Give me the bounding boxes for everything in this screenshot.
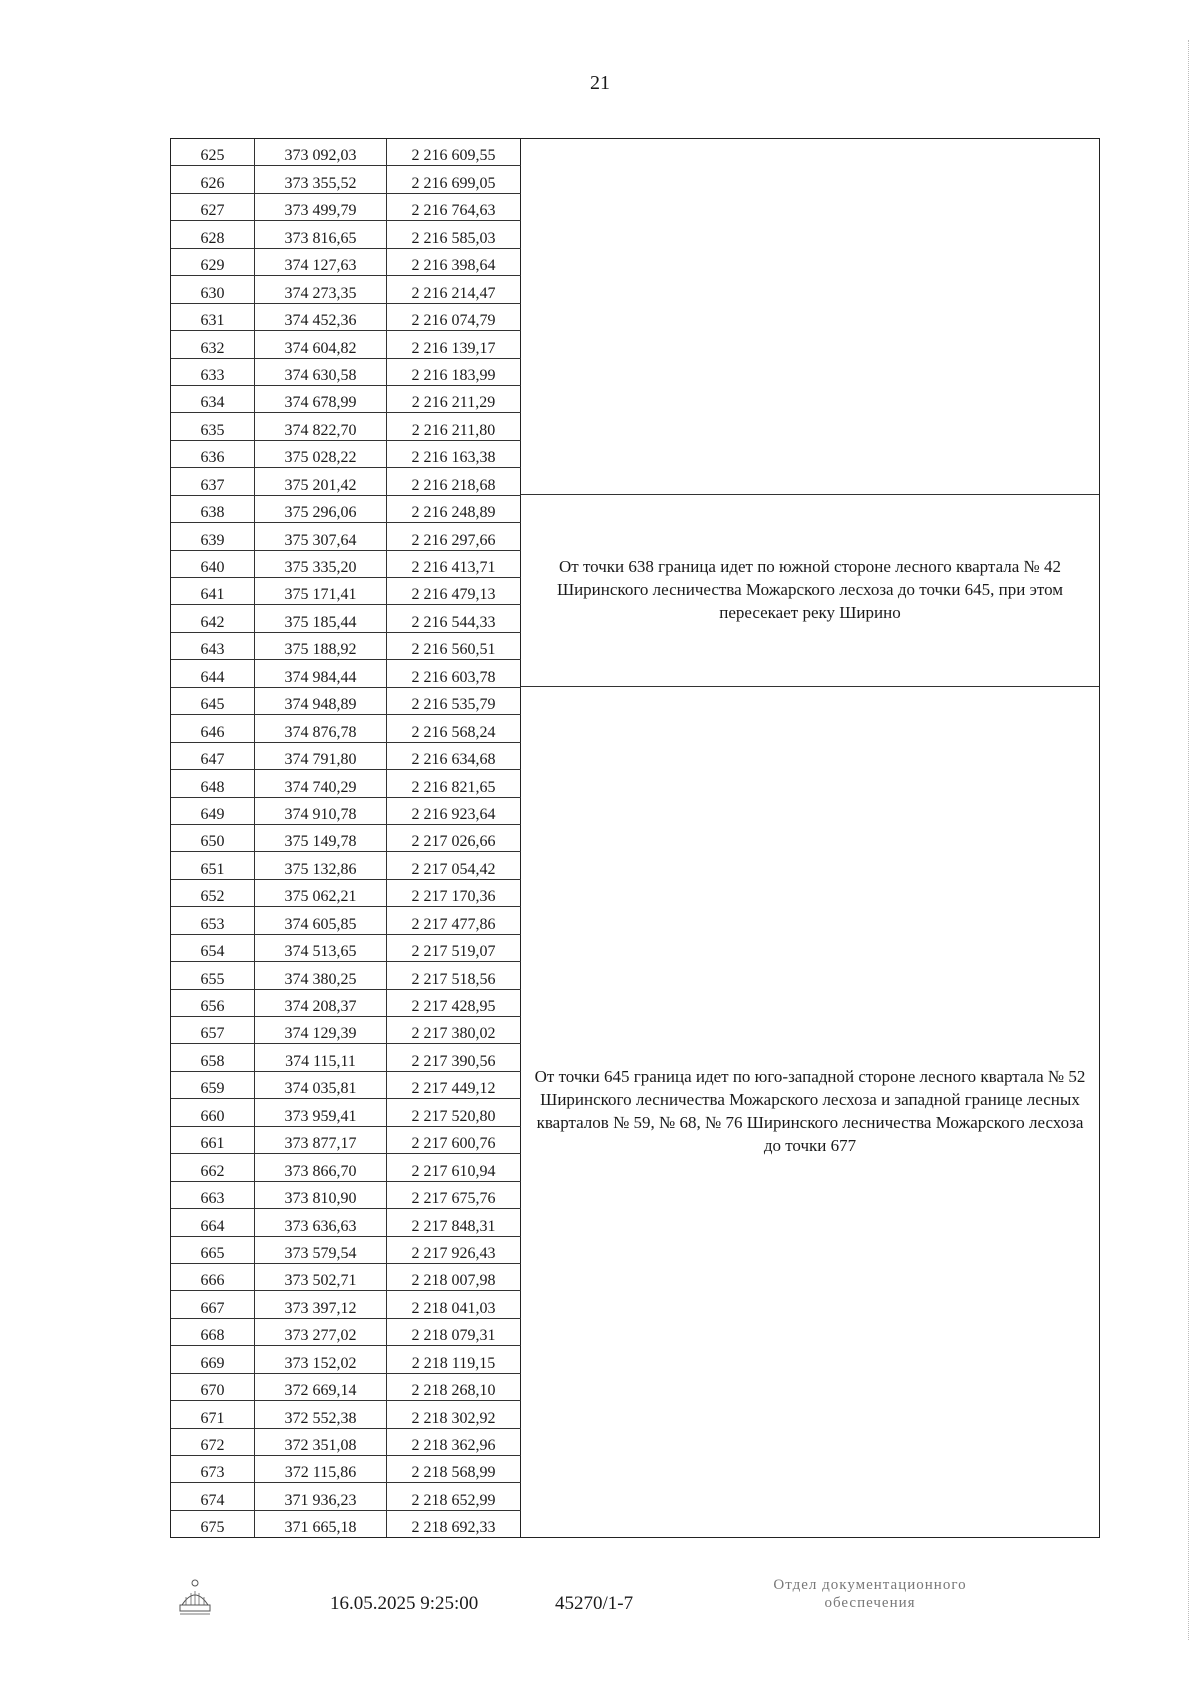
table-row (171, 1429, 521, 1456)
emblem-icon (174, 1575, 216, 1617)
x-coordinate-cell: 374 822,70 (255, 413, 387, 439)
boundary-description-text: От точки 638 граница идет по южной стороне лесного квартала № 42 Ширинского лесничества Можарского лесхоза до точки 645, при этом пересекает реку Ширино (556, 557, 1064, 623)
table-row (171, 1291, 521, 1318)
table-row (171, 770, 521, 797)
y-coordinate-cell: 2 216 923,64 (387, 798, 521, 824)
x-coordinate-cell: 375 185,44 (255, 605, 387, 631)
table-row (171, 633, 521, 660)
y-coordinate-cell: 2 216 211,29 (387, 386, 521, 412)
point-number-cell: 658 (171, 1044, 255, 1070)
y-coordinate-cell: 2 218 362,96 (387, 1429, 521, 1455)
y-coordinate-cell: 2 216 413,71 (387, 551, 521, 577)
point-number-cell: 646 (171, 715, 255, 741)
point-number-cell: 639 (171, 523, 255, 549)
boundary-description-text: От точки 645 граница идет по юго-западной стороне лесного квартала № 52 Ширинского лесничества Можарского лесхоза и западной границе лесных кварталов № 59, № 68, № 76 Ширинского лесничества Можарского лесхоза до точки 677 (534, 1067, 1086, 1156)
table-row (171, 221, 521, 248)
y-coordinate-cell: 2 217 520,80 (387, 1099, 521, 1125)
x-coordinate-cell: 371 936,23 (255, 1483, 387, 1509)
x-coordinate-cell: 373 810,90 (255, 1182, 387, 1208)
point-number-cell: 652 (171, 880, 255, 906)
point-number-cell: 634 (171, 386, 255, 412)
margin-rule (1188, 40, 1189, 1640)
table-row (171, 276, 521, 303)
point-number-cell: 655 (171, 962, 255, 988)
table-row (171, 166, 521, 193)
table-row (171, 386, 521, 413)
x-coordinate-cell: 375 188,92 (255, 633, 387, 659)
x-coordinate-cell: 374 115,11 (255, 1044, 387, 1070)
coordinates-rows (171, 139, 521, 1537)
table-row (171, 1237, 521, 1264)
table-row (171, 1264, 521, 1291)
y-coordinate-cell: 2 216 544,33 (387, 605, 521, 631)
x-coordinate-cell: 372 552,38 (255, 1401, 387, 1427)
x-coordinate-cell: 374 948,89 (255, 688, 387, 714)
point-number-cell: 667 (171, 1291, 255, 1317)
point-number-cell: 631 (171, 304, 255, 330)
x-coordinate-cell: 371 665,18 (255, 1511, 387, 1537)
x-coordinate-cell: 374 129,39 (255, 1017, 387, 1043)
point-number-cell: 666 (171, 1264, 255, 1290)
y-coordinate-cell: 2 217 610,94 (387, 1154, 521, 1180)
x-coordinate-cell: 374 127,63 (255, 249, 387, 275)
table-row (171, 605, 521, 632)
y-coordinate-cell: 2 216 074,79 (387, 304, 521, 330)
table-row (171, 1401, 521, 1428)
x-coordinate-cell: 375 062,21 (255, 880, 387, 906)
table-row (171, 1127, 521, 1154)
point-number-cell: 626 (171, 166, 255, 192)
table-row (171, 660, 521, 687)
point-number-cell: 643 (171, 633, 255, 659)
table-row (171, 1319, 521, 1346)
department-stamp: Отдел документационного обеспечения (773, 1577, 967, 1611)
table-row (171, 1483, 521, 1510)
point-number-cell: 628 (171, 221, 255, 247)
y-coordinate-cell: 2 216 479,13 (387, 578, 521, 604)
x-coordinate-cell: 374 452,36 (255, 304, 387, 330)
table-row (171, 962, 521, 989)
y-coordinate-cell: 2 218 568,99 (387, 1456, 521, 1482)
y-coordinate-cell: 2 216 535,79 (387, 688, 521, 714)
x-coordinate-cell: 372 115,86 (255, 1456, 387, 1482)
table-row (171, 1154, 521, 1181)
table-row (171, 1511, 521, 1537)
x-coordinate-cell: 372 351,08 (255, 1429, 387, 1455)
y-coordinate-cell: 2 217 054,42 (387, 852, 521, 878)
x-coordinate-cell: 374 740,29 (255, 770, 387, 796)
x-coordinate-cell: 375 296,06 (255, 496, 387, 522)
x-coordinate-cell: 373 499,79 (255, 194, 387, 220)
y-coordinate-cell: 2 216 560,51 (387, 633, 521, 659)
table-row (171, 880, 521, 907)
point-number-cell: 653 (171, 907, 255, 933)
coordinates-table (170, 138, 1100, 1538)
y-coordinate-cell: 2 216 139,17 (387, 331, 521, 357)
table-row (171, 743, 521, 770)
point-number-cell: 627 (171, 194, 255, 220)
point-number-cell: 670 (171, 1374, 255, 1400)
point-number-cell: 675 (171, 1511, 255, 1537)
x-coordinate-cell: 375 028,22 (255, 441, 387, 467)
point-number-cell: 674 (171, 1483, 255, 1509)
table-row (171, 496, 521, 523)
x-coordinate-cell: 374 791,80 (255, 743, 387, 769)
table-row (171, 441, 521, 468)
y-coordinate-cell: 2 217 477,86 (387, 907, 521, 933)
x-coordinate-cell: 373 397,12 (255, 1291, 387, 1317)
y-coordinate-cell: 2 216 398,64 (387, 249, 521, 275)
x-coordinate-cell: 374 604,82 (255, 331, 387, 357)
x-coordinate-cell: 372 669,14 (255, 1374, 387, 1400)
x-coordinate-cell: 373 277,02 (255, 1319, 387, 1345)
y-coordinate-cell: 2 216 214,47 (387, 276, 521, 302)
point-number-cell: 644 (171, 660, 255, 686)
point-number-cell: 659 (171, 1072, 255, 1098)
y-coordinate-cell: 2 216 764,63 (387, 194, 521, 220)
table-row (171, 1374, 521, 1401)
point-number-cell: 669 (171, 1346, 255, 1372)
point-number-cell: 664 (171, 1209, 255, 1235)
y-coordinate-cell: 2 216 821,65 (387, 770, 521, 796)
page-number: 21 (590, 72, 610, 94)
x-coordinate-cell: 374 035,81 (255, 1072, 387, 1098)
boundary-descriptions (521, 139, 1099, 1537)
table-row (171, 1017, 521, 1044)
footer-date: 16.05.2025 9:25:00 (330, 1593, 479, 1614)
x-coordinate-cell: 374 984,44 (255, 660, 387, 686)
point-number-cell: 641 (171, 578, 255, 604)
y-coordinate-cell: 2 216 183,99 (387, 359, 521, 385)
table-row (171, 825, 521, 852)
point-number-cell: 654 (171, 935, 255, 961)
table-row (171, 852, 521, 879)
table-row (171, 1209, 521, 1236)
y-coordinate-cell: 2 218 119,15 (387, 1346, 521, 1372)
table-row (171, 413, 521, 440)
table-row (171, 1044, 521, 1071)
point-number-cell: 649 (171, 798, 255, 824)
y-coordinate-cell: 2 217 026,66 (387, 825, 521, 851)
y-coordinate-cell: 2 218 041,03 (387, 1291, 521, 1317)
x-coordinate-cell: 373 816,65 (255, 221, 387, 247)
x-coordinate-cell: 375 132,86 (255, 852, 387, 878)
y-coordinate-cell: 2 217 390,56 (387, 1044, 521, 1070)
table-row (171, 468, 521, 495)
boundary-description-cell (521, 495, 1099, 687)
x-coordinate-cell: 374 605,85 (255, 907, 387, 933)
y-coordinate-cell: 2 216 248,89 (387, 496, 521, 522)
table-row (171, 551, 521, 578)
point-number-cell: 645 (171, 688, 255, 714)
point-number-cell: 625 (171, 139, 255, 165)
table-row (171, 1456, 521, 1483)
x-coordinate-cell: 375 171,41 (255, 578, 387, 604)
point-number-cell: 657 (171, 1017, 255, 1043)
table-row (171, 798, 521, 825)
point-number-cell: 661 (171, 1127, 255, 1153)
y-coordinate-cell: 2 217 518,56 (387, 962, 521, 988)
point-number-cell: 648 (171, 770, 255, 796)
y-coordinate-cell: 2 217 926,43 (387, 1237, 521, 1263)
point-number-cell: 668 (171, 1319, 255, 1345)
y-coordinate-cell: 2 218 007,98 (387, 1264, 521, 1290)
footer-document-number: 45270/1-7 (555, 1593, 634, 1614)
point-number-cell: 672 (171, 1429, 255, 1455)
x-coordinate-cell: 373 355,52 (255, 166, 387, 192)
y-coordinate-cell: 2 216 218,68 (387, 468, 521, 494)
y-coordinate-cell: 2 217 380,02 (387, 1017, 521, 1043)
table-row (171, 139, 521, 166)
x-coordinate-cell: 373 866,70 (255, 1154, 387, 1180)
point-number-cell: 635 (171, 413, 255, 439)
x-coordinate-cell: 373 877,17 (255, 1127, 387, 1153)
point-number-cell: 630 (171, 276, 255, 302)
x-coordinate-cell: 374 380,25 (255, 962, 387, 988)
x-coordinate-cell: 374 910,78 (255, 798, 387, 824)
point-number-cell: 660 (171, 1099, 255, 1125)
y-coordinate-cell: 2 217 449,12 (387, 1072, 521, 1098)
table-row (171, 1182, 521, 1209)
table-row (171, 194, 521, 221)
point-number-cell: 636 (171, 441, 255, 467)
table-row (171, 935, 521, 962)
point-number-cell: 650 (171, 825, 255, 851)
x-coordinate-cell: 374 273,35 (255, 276, 387, 302)
y-coordinate-cell: 2 218 079,31 (387, 1319, 521, 1345)
table-row (171, 990, 521, 1017)
x-coordinate-cell: 374 876,78 (255, 715, 387, 741)
y-coordinate-cell: 2 218 652,99 (387, 1483, 521, 1509)
table-row (171, 578, 521, 605)
point-number-cell: 642 (171, 605, 255, 631)
y-coordinate-cell: 2 217 600,76 (387, 1127, 521, 1153)
x-coordinate-cell: 374 630,58 (255, 359, 387, 385)
table-row (171, 715, 521, 742)
y-coordinate-cell: 2 216 634,68 (387, 743, 521, 769)
x-coordinate-cell: 375 335,20 (255, 551, 387, 577)
y-coordinate-cell: 2 217 519,07 (387, 935, 521, 961)
x-coordinate-cell: 373 636,63 (255, 1209, 387, 1235)
table-row (171, 249, 521, 276)
y-coordinate-cell: 2 218 268,10 (387, 1374, 521, 1400)
y-coordinate-cell: 2 216 297,66 (387, 523, 521, 549)
y-coordinate-cell: 2 217 675,76 (387, 1182, 521, 1208)
table-row (171, 1099, 521, 1126)
point-number-cell: 662 (171, 1154, 255, 1180)
point-number-cell: 671 (171, 1401, 255, 1427)
x-coordinate-cell: 374 678,99 (255, 386, 387, 412)
x-coordinate-cell: 373 152,02 (255, 1346, 387, 1372)
point-number-cell: 637 (171, 468, 255, 494)
y-coordinate-cell: 2 216 163,38 (387, 441, 521, 467)
y-coordinate-cell: 2 216 609,55 (387, 139, 521, 165)
table-row (171, 331, 521, 358)
point-number-cell: 665 (171, 1237, 255, 1263)
table-row (171, 359, 521, 386)
point-number-cell: 647 (171, 743, 255, 769)
table-row (171, 1346, 521, 1373)
x-coordinate-cell: 373 502,71 (255, 1264, 387, 1290)
y-coordinate-cell: 2 218 302,92 (387, 1401, 521, 1427)
y-coordinate-cell: 2 217 848,31 (387, 1209, 521, 1235)
point-number-cell: 633 (171, 359, 255, 385)
y-coordinate-cell: 2 216 603,78 (387, 660, 521, 686)
point-number-cell: 640 (171, 551, 255, 577)
table-row (171, 907, 521, 934)
boundary-description-cell (521, 139, 1099, 495)
table-row (171, 523, 521, 550)
table-row (171, 1072, 521, 1099)
x-coordinate-cell: 373 579,54 (255, 1237, 387, 1263)
point-number-cell: 651 (171, 852, 255, 878)
x-coordinate-cell: 375 149,78 (255, 825, 387, 851)
y-coordinate-cell: 2 216 585,03 (387, 221, 521, 247)
y-coordinate-cell: 2 216 568,24 (387, 715, 521, 741)
y-coordinate-cell: 2 217 428,95 (387, 990, 521, 1016)
x-coordinate-cell: 374 208,37 (255, 990, 387, 1016)
point-number-cell: 656 (171, 990, 255, 1016)
x-coordinate-cell: 375 307,64 (255, 523, 387, 549)
y-coordinate-cell: 2 217 170,36 (387, 880, 521, 906)
boundary-description-cell (521, 687, 1099, 1537)
y-coordinate-cell: 2 218 692,33 (387, 1511, 521, 1537)
point-number-cell: 632 (171, 331, 255, 357)
table-row (171, 304, 521, 331)
x-coordinate-cell: 374 513,65 (255, 935, 387, 961)
x-coordinate-cell: 373 092,03 (255, 139, 387, 165)
y-coordinate-cell: 2 216 211,80 (387, 413, 521, 439)
y-coordinate-cell: 2 216 699,05 (387, 166, 521, 192)
point-number-cell: 663 (171, 1182, 255, 1208)
x-coordinate-cell: 373 959,41 (255, 1099, 387, 1125)
point-number-cell: 629 (171, 249, 255, 275)
x-coordinate-cell: 375 201,42 (255, 468, 387, 494)
point-number-cell: 638 (171, 496, 255, 522)
table-row (171, 688, 521, 715)
point-number-cell: 673 (171, 1456, 255, 1482)
